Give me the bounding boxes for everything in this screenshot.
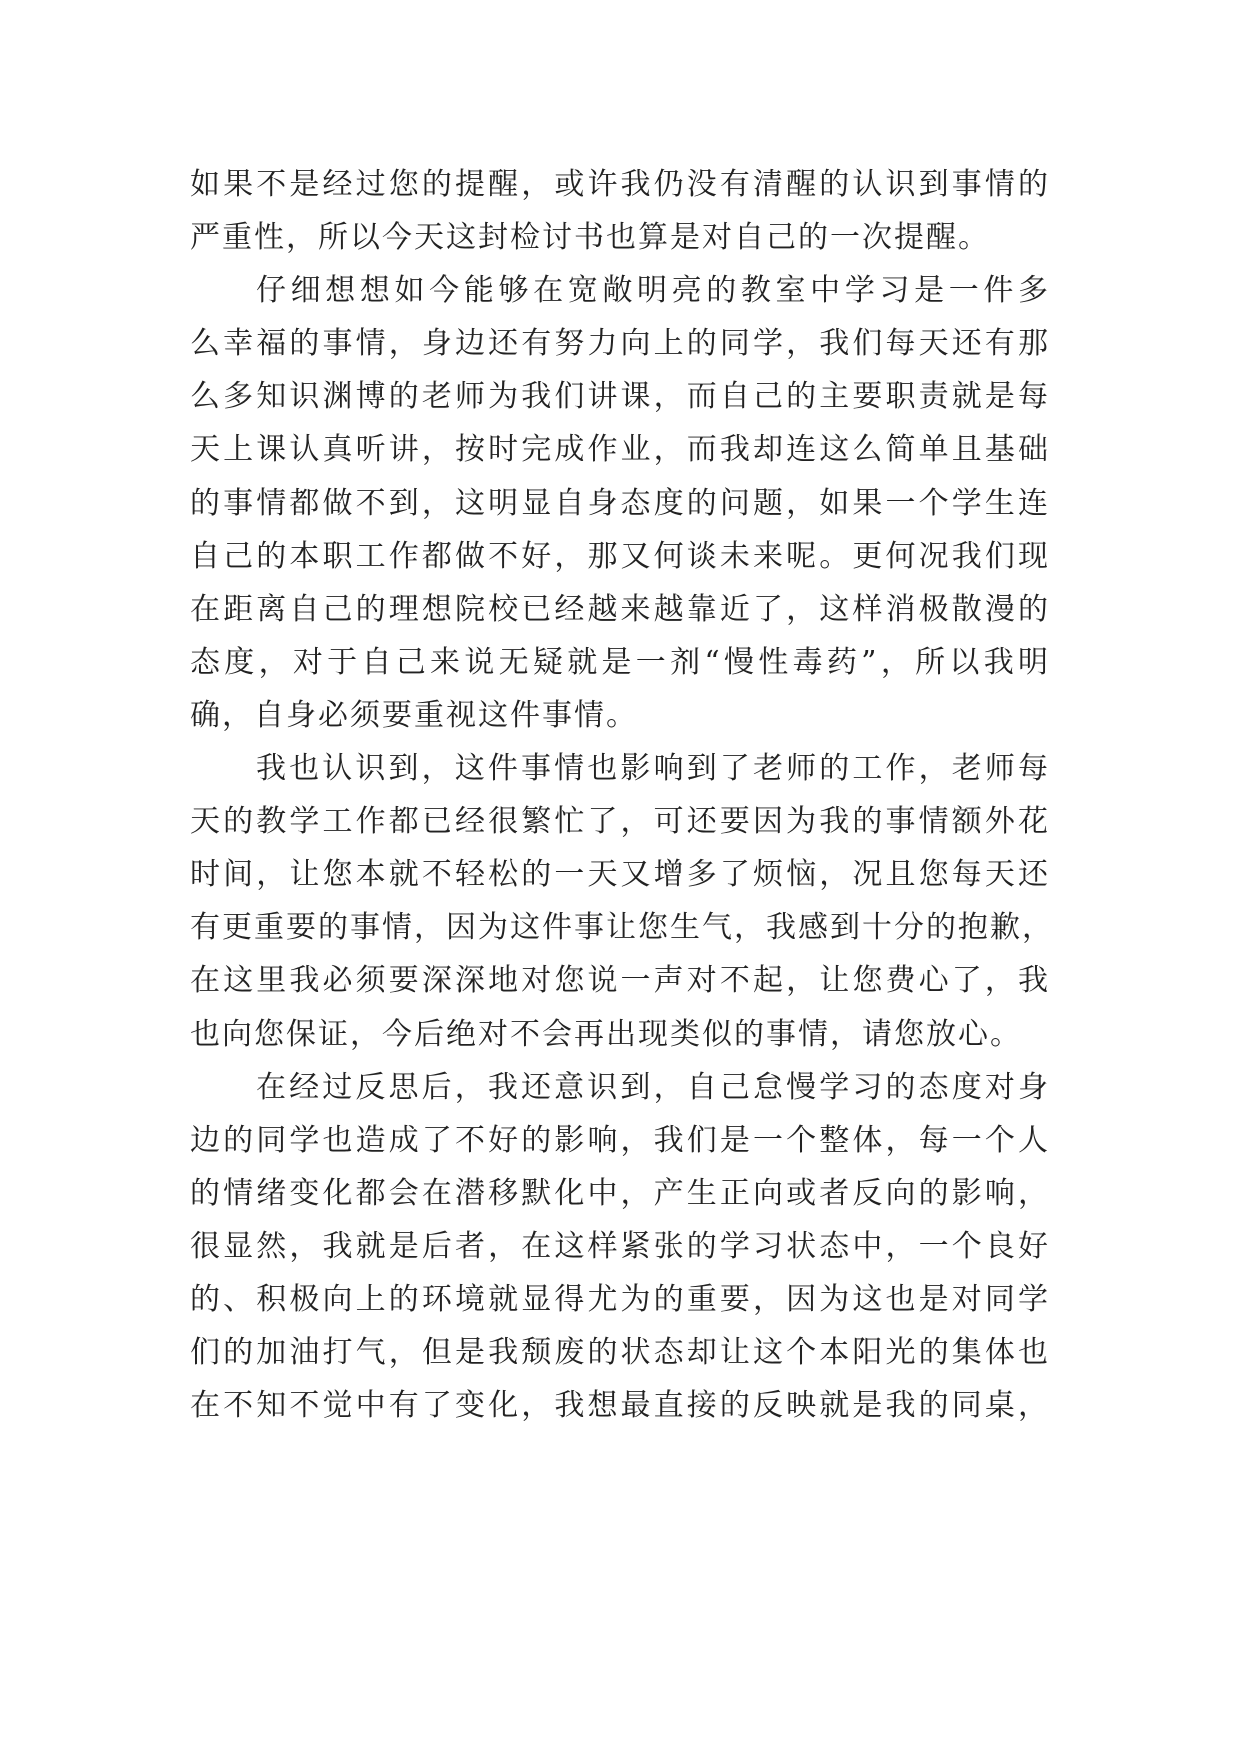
text-line: 们的加油打气，但是我颓废的状态却让这个本阳光的集体也 — [190, 1335, 1050, 1371]
text-line: 时间，让您本就不轻松的一天又增多了烦恼，况且您每天还 — [190, 857, 1050, 893]
text-line: 有更重要的事情，因为这件事让您生气，我感到十分的抱歉， — [190, 910, 1054, 946]
paragraph-first-line: 仔细想想如今能够在宽敞明亮的教室中学习是一件多 — [256, 273, 1050, 309]
text-line: 的、积极向上的环境就显得尤为的重要，因为这也是对同学 — [190, 1281, 1050, 1317]
text-line: 态度，对于自己来说无疑就是一剂“慢性毒药”，所以我明 — [190, 644, 1050, 680]
text-line: 很显然，我就是后者，在这样紧张的学习状态中，一个良好 — [190, 1228, 1050, 1264]
text-line: 天的教学工作都已经很繁忙了，可还要因为我的事情额外花 — [190, 804, 1050, 840]
text-line: 的情绪变化都会在潜移默化中，产生正向或者反向的影响， — [190, 1175, 1050, 1211]
text-line: 也向您保证，今后绝对不会再出现类似的事情，请您放心。 — [190, 1016, 1022, 1052]
text-line: 边的同学也造成了不好的影响，我们是一个整体，每一个人 — [190, 1122, 1050, 1158]
text-line: 确，自身必须要重视这件事情。 — [190, 697, 638, 733]
text-line: 在不知不觉中有了变化，我想最直接的反映就是我的同桌， — [190, 1388, 1050, 1424]
text-line: 么幸福的事情，身边还有努力向上的同学，我们每天还有那 — [190, 326, 1050, 362]
text-line: 在这里我必须要深深地对您说一声对不起，让您费心了，我 — [190, 963, 1050, 999]
text-line: 在距离自己的理想院校已经越来越靠近了，这样消极散漫的 — [190, 591, 1050, 627]
document-body — [190, 158, 1054, 1432]
text-line: 自己的本职工作都做不好，那又何谈未来呢。更何况我们现 — [190, 538, 1050, 574]
paragraph-first-line: 在经过反思后，我还意识到，自己怠慢学习的态度对身 — [256, 1069, 1050, 1105]
text-line: 如果不是经过您的提醒，或许我仍没有清醒的认识到事情的 — [190, 167, 1050, 202]
text-line: 的事情都做不到，这明显自身态度的问题，如果一个学生连 — [190, 485, 1050, 521]
text-line: 严重性，所以今天这封检讨书也算是对自己的一次提醒。 — [190, 220, 990, 256]
text-line: 天上课认真听讲，按时完成作业，而我却连这么简单且基础 — [190, 432, 1050, 468]
text-line: 么多知识渊博的老师为我们讲课，而自己的主要职责就是每 — [190, 379, 1050, 415]
paragraph-first-line: 我也认识到，这件事情也影响到了老师的工作，老师每 — [256, 751, 1050, 787]
